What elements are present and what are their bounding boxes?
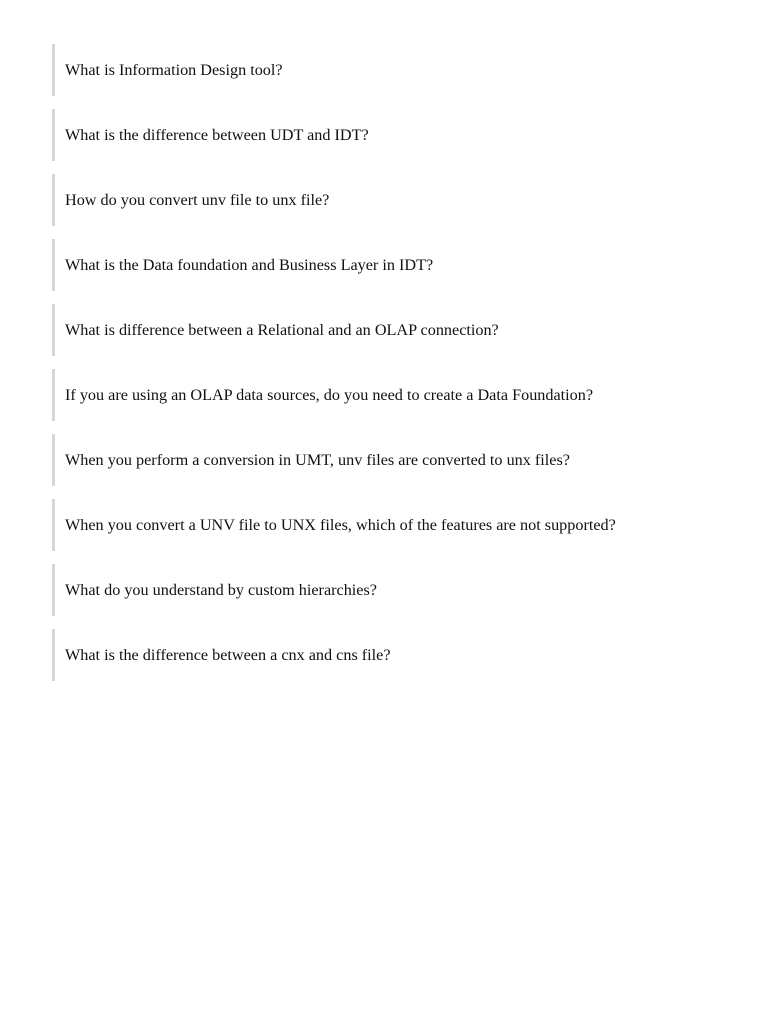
question-item (52, 564, 732, 616)
question-text: When you convert a UNV file to UNX files, which of the features are not supported? (65, 516, 616, 534)
question-item (52, 434, 732, 486)
question-text: When you perform a conversion in UMT, unv files are converted to unx files? (65, 451, 570, 469)
question-text: What is Information Design tool? (65, 61, 283, 79)
question-item (52, 174, 732, 226)
question-item (52, 629, 732, 681)
question-text: What is the Data foundation and Business Layer in IDT? (65, 256, 434, 274)
question-item (52, 499, 732, 551)
question-item (52, 44, 732, 96)
question-text: What is difference between a Relational and an OLAP connection? (65, 321, 499, 339)
question-text: If you are using an OLAP data sources, do you need to create a Data Foundation? (65, 386, 594, 404)
question-text: What is the difference between a cnx and cns file? (65, 646, 391, 664)
question-item (52, 239, 732, 291)
question-item (52, 109, 732, 161)
question-item (52, 304, 732, 356)
question-text: What is the difference between UDT and IDT? (65, 126, 369, 144)
question-item (52, 369, 732, 421)
question-text: How do you convert unv file to unx file? (65, 191, 330, 209)
question-text: What do you understand by custom hierarchies? (65, 581, 377, 599)
question-list (52, 44, 732, 694)
